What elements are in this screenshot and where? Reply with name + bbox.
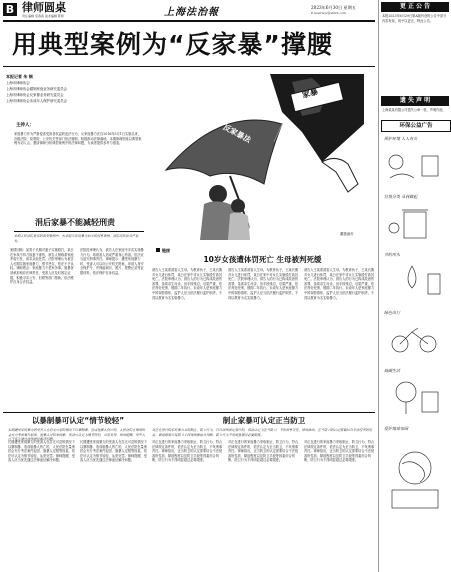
notice-text: 本报2023年6月29日第A版刊登的公告中部分内容有误，现予以更正，特此公告。 xyxy=(382,14,447,23)
bicycle-icon xyxy=(382,308,448,362)
page-code: B xyxy=(5,3,15,16)
story2-col2: 被告人王某系被害人生母。为教育孩子，王某长期对女儿进行体罚，某日在家中对女儿实施殴打致其死亡。法院审理认为，被告人的行为已构成故意伤害罪，虽系亲生母亲，但手段残忍，后果严重，依法判处死刑，缓期二年执行。未成年人是家庭暴力中的弱势群体，监护人应当依法履行监护职责，不得以教育为名实施暴力。 xyxy=(228,268,299,300)
intro-text: 家庭暴力作为严重侵害受害者权益的违法行为，反家庭暴力法自2016年3月1日实施以来，各级法院、检察院、公安机关等部门依法履职，积极推动法律落地，本期律师圆桌以典型案例为切入点，邀请律师分析典型案例中的法律问题，为读者提供参考与借鉴。 xyxy=(14,132,142,146)
story2-col1: 被告人王某系被害人生母。为教育孩子，王某长期对女儿进行体罚，某日在家中对女儿实施殴打致其死亡。法院审理认为，被告人的行为已构成故意伤害罪，虽系亲生母亲，但手段残忍，后果严重，依法判处死刑，缓期二年执行。未成年人是家庭暴力中的弱势群体，监护人应当依法履行监护职责，不得以教育为名实施暴力。 xyxy=(152,268,223,300)
byline-committee-3: 上海市律师协会未成年人保护研究委员会 xyxy=(6,99,68,103)
sign-text: 家暴 xyxy=(301,87,319,100)
story4-col2: 对正在进行的家庭暴力采取制止、防卫行为，符合法律规定条件的，依法认定为正当防卫，不负刑事责任。律师指出，正当防卫的认定需要结合不法侵害的性质、紧迫程度以及防卫手段等因素综合判断，防卫行为不得明显超过必要限度。 xyxy=(228,440,299,463)
recycle-bin-icon xyxy=(382,192,448,246)
umbrella-illustration xyxy=(152,72,374,242)
newspaper-name: 上海法治報 xyxy=(164,7,219,18)
ad-slogan-5: 低碳生活 xyxy=(384,368,400,373)
ad-slogan-1: 保护环境 人人有责 xyxy=(384,136,418,141)
headline-rule xyxy=(3,66,375,67)
article-col1: 案情回顾：某男子长期对妻子实施殴打，某日在争执中持刀致妻子重伤，被告人辩称系家庭矛盾引发，请求从轻处罚。法院审理认为被告人长期实施家庭暴力，情节恶劣，依法不予从轻。律师观点：家庭暴力不是家务事，施暴者须承担相应法律责任，受害人应及时固定证据，积极寻求公安、妇联等部门帮助，依法维护自身合法权益。 xyxy=(10,248,74,285)
leaf-doodle-icon xyxy=(382,134,448,188)
sub1-rule xyxy=(14,231,144,232)
main-headline: 用典型案例为“反家暴”撑腰 xyxy=(12,30,333,59)
byline-committee-1: 上海市律师协会婚姻家庭业务研究委员会 xyxy=(6,87,68,91)
page-code-badge xyxy=(3,3,17,16)
umbrella-text: 反家暴法 xyxy=(221,122,253,145)
ad-panel-5 xyxy=(382,366,448,420)
ad-slogan-4: 绿色出行 xyxy=(384,310,400,315)
ad-slogan-6: 爱护地球家园 xyxy=(384,426,408,431)
section-title: 律师圆桌 xyxy=(22,1,66,14)
host-label: 主持人： xyxy=(16,123,34,128)
tree-icon xyxy=(382,366,448,420)
email-line: E-mail:lsyz@shfzb.com xyxy=(311,11,346,15)
story3-col2: 长期遭受家庭暴力的受害人在忍无可忍的情况下以暴制暴，造成施暴人伤亡的，人民法院在量刑时会充分考虑案件起因、施暴人过错等因素，依法可认定为情节较轻，从宽处罚。律师提醒，受害人应当优先通过法律途径解决问题。 xyxy=(80,440,147,463)
ad-title: 环保公益广告 xyxy=(381,120,451,132)
ad-panel-3 xyxy=(382,250,448,304)
article-col2: 法院经审理认为，被告人在家庭中多次实施暴力行为，给被害人造成严重身心伤害，依法应当追究刑事责任。律师提示：遭受家庭暴力时，受害人可以向公安机关报案，申请人身安全保护令，并保留病历、照片、报警记录等证据材料，依法保护自身权益。 xyxy=(80,248,144,275)
story4-heading: 制止家暴可认定正当防卫 xyxy=(222,416,306,425)
ad-panel-6 xyxy=(382,424,448,514)
sub1-heading: 涓后家暴不能减轻刑责 xyxy=(35,218,115,227)
sidebar xyxy=(378,0,451,572)
sub1-lead: 本期人民法院发布的典型案例中，有多起与家庭暴力相关的刑事案例，法院均依法从严惩处。 xyxy=(14,234,139,243)
story3-lead: 长期遭受家庭暴力的受害人在忍无可忍的情况下以暴制暴，造成施暴人伤亡的，人民法院在量刑时会充分考虑案件起因、施暴人过错等因素，依法可认定为情节较轻，从宽处罚。律师提醒，受害人应当优先通过法律途径解决问题。 xyxy=(8,428,146,442)
editor-credits: 责任编辑 宋春雨 美术编辑 陈婷 xyxy=(22,14,64,18)
story3-heading: 以暴制暴可认定“情节较轻” xyxy=(31,416,125,425)
ad-slogan-2: 垃圾分类 从我做起 xyxy=(384,194,418,199)
ad-panel-2 xyxy=(382,192,448,246)
ad-panel-4 xyxy=(382,308,448,362)
story2-label xyxy=(156,248,170,254)
date-line: 2023年6月30日 星期五 xyxy=(311,5,357,10)
lost-text: 上海某某有限公司遗失公章一枚，声明作废。 xyxy=(382,108,446,112)
lower-rule xyxy=(3,412,375,413)
story4-col3: 对正在进行的家庭暴力采取制止、防卫行为，符合法律规定条件的，依法认定为正当防卫，不负刑事责任。律师指出，正当防卫的认定需要结合不法侵害的性质、紧迫程度以及防卫手段等因素综合判断，防卫行为不得明显超过必要限度。 xyxy=(304,440,375,463)
story4-lead: 对正在进行的家庭暴力采取制止、防卫行为，符合法律规定条件的，依法认定为正当防卫，不负刑事责任。律师指出，正当防卫的认定需要结合不法侵害的性质、紧迫程度以及防卫手段等因素综合判断，防卫行为不得明显超过必要限度。 xyxy=(152,428,372,437)
story3-col1: 长期遭受家庭暴力的受害人在忍无可忍的情况下以暴制暴，造成施暴人伤亡的，人民法院在量刑时会充分考虑案件起因、施暴人过错等因素，依法可认定为情节较轻，从宽处罚。律师提醒，受害人应当优先通过法律途径解决问题。 xyxy=(8,440,75,463)
illustration xyxy=(152,72,374,242)
earth-icon xyxy=(382,424,448,514)
story2-col3: 被告人王某系被害人生母。为教育孩子，王某长期对女儿进行体罚，某日在家中对女儿实施殴打致其死亡。法院审理认为，被告人的行为已构成故意伤害罪，虽系亲生母亲，但手段残忍，后果严重，依法判处死刑，缓期二年执行。未成年人是家庭暴力中的弱势群体，监护人应当依法履行监护职责，不得以教育为名实施暴力。 xyxy=(304,268,375,300)
illustration-credit: 董郎画片 xyxy=(340,232,354,236)
notice-title: 更 正 公 告 xyxy=(381,2,449,12)
masthead-rule xyxy=(3,20,375,22)
byline-block xyxy=(6,74,86,104)
byline-editor: 上海市律师协会 xyxy=(6,81,30,85)
square-icon xyxy=(156,248,160,252)
ad-slogan-3: 节约用水 xyxy=(384,252,400,257)
lost-title: 遗 失 声 明 xyxy=(381,96,449,106)
byline-reporter: 本报记者 朱 娴 xyxy=(6,74,33,79)
story2-label-text: 链接 xyxy=(162,248,170,253)
ad-panel-1 xyxy=(382,134,448,188)
water-drop-icon xyxy=(382,250,448,304)
story2-heading: 10岁女孩遭体罚死亡 生母被判死缓 xyxy=(203,255,322,264)
story4-col1: 对正在进行的家庭暴力采取制止、防卫行为，符合法律规定条件的，依法认定为正当防卫，不负刑事责任。律师指出，正当防卫的认定需要结合不法侵害的性质、紧迫程度以及防卫手段等因素综合判断，防卫行为不得明显超过必要限度。 xyxy=(152,440,223,463)
byline-committee-2: 上海市律师协会反家暴业务研究委员会 xyxy=(6,93,64,97)
